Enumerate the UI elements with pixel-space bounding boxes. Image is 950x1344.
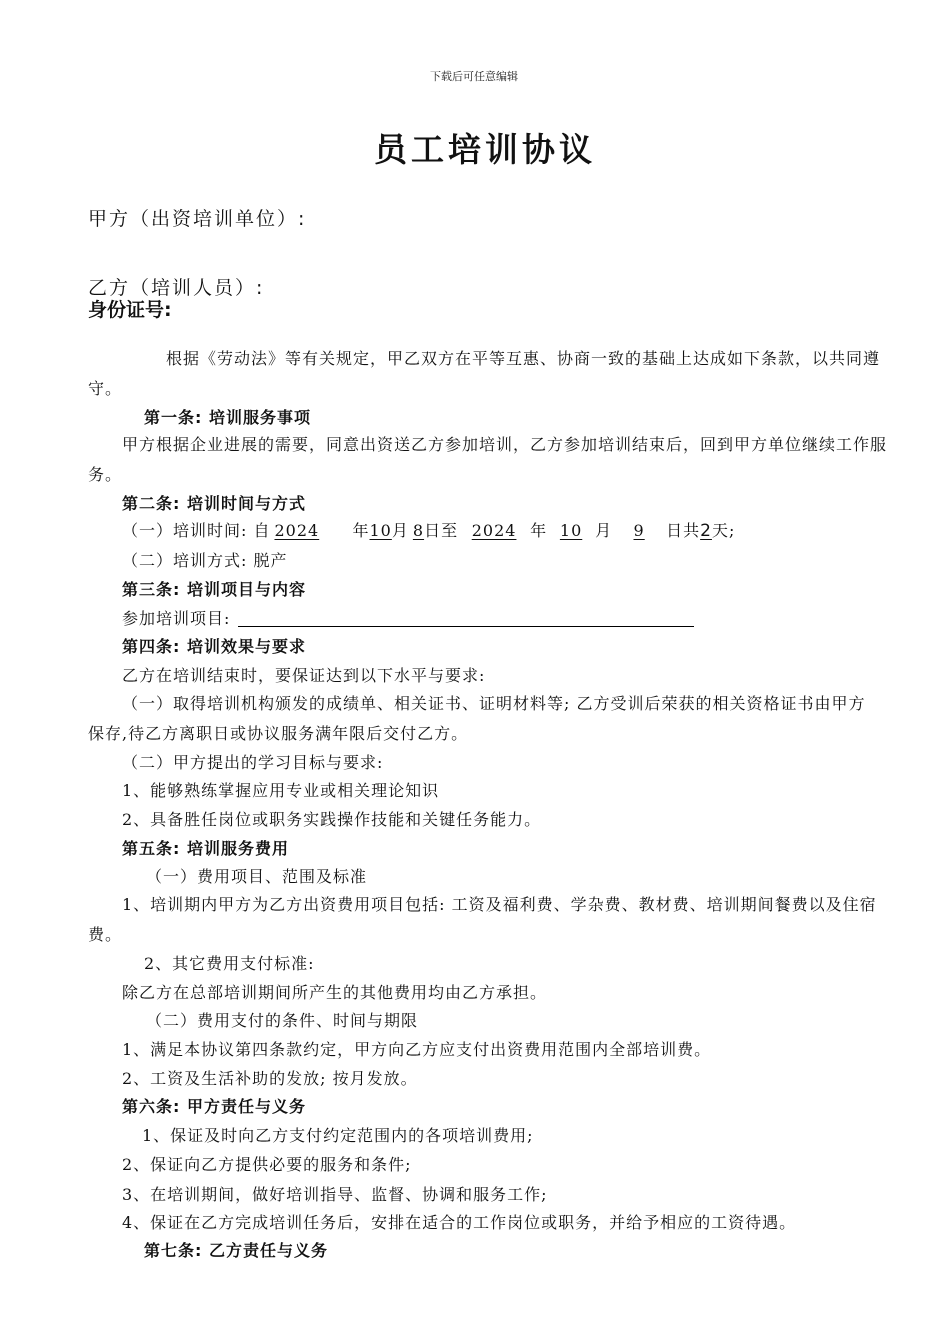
- article-5-p2-paragraph: [88, 890, 878, 950]
- article-1-paragraph: [88, 430, 888, 490]
- preamble-text: 根据《劳动法》等有关规定，甲乙双方在平等互惠、协商一致的基础上达成如下条款，以共同遵守。: [88, 349, 881, 398]
- article-4-item-1-paragraph: [88, 689, 878, 749]
- training-project-line: [122, 604, 694, 633]
- preamble-paragraph: [88, 344, 888, 404]
- party-b-label: 乙方（培训人员）:: [88, 277, 265, 299]
- end-day-field: 9: [633, 521, 645, 540]
- article-2-heading: 第二条: 培训时间与方式: [122, 494, 306, 513]
- document-title: 员工培训协议: [374, 130, 596, 169]
- party-a-label: 甲方（出资培训单位）:: [88, 208, 307, 230]
- article-5-p1: （一）费用项目、范围及标准: [146, 867, 368, 886]
- id-number-label: 身份证号:: [88, 299, 172, 321]
- article-5-heading: 第五条: 培训服务费用: [122, 839, 289, 858]
- article-5-p3: 2、其它费用支付标准:: [144, 954, 315, 973]
- article-4-sub-2: 2、具备胜任岗位或职务实践操作技能和关键任务能力。: [122, 810, 542, 829]
- start-day-field: 8: [412, 521, 425, 540]
- training-project-blank: [238, 625, 694, 627]
- article-5-p4: 除乙方在总部培训期间所产生的其他费用均由乙方承担。: [122, 983, 548, 1002]
- training-time-label: （一）培训时间: 自: [122, 521, 271, 540]
- article-6-p1: 1、保证及时向乙方支付约定范围内的各项培训费用;: [142, 1126, 534, 1145]
- article-4-item-2: （二）甲方提出的学习目标与要求:: [122, 753, 384, 772]
- article-4-item-1: （一）取得培训机构颁发的成绩单、相关证书、证明材料等; 乙方受训后荣获的相关资格证书由甲方保存,待乙方离职日或协议服务满年限后交付乙方。: [88, 694, 866, 743]
- end-day-unit: 日共: [666, 521, 701, 540]
- start-year-unit: 年: [352, 521, 370, 540]
- start-year-field: 2024: [274, 521, 320, 540]
- article-3-heading: 第三条: 培训项目与内容: [122, 580, 306, 599]
- end-year-field: 2024: [471, 521, 517, 540]
- start-month-field: 10: [369, 521, 392, 540]
- article-5-p6: 1、满足本协议第四条款约定，甲方向乙方应支付出资费用范围内全部培训费。: [122, 1040, 712, 1059]
- article-4-sub-1: 1、能够熟练掌握应用专业或相关理论知识: [122, 781, 440, 800]
- start-month-unit: 月: [391, 521, 409, 540]
- article-1-text: 甲方根据企业进展的需要，同意出资送乙方参加培训，乙方参加培训结束后，回到甲方单位继续工作服务。: [88, 435, 888, 484]
- training-time-line: [122, 516, 735, 546]
- article-5-p5: （二）费用支付的条件、时间与期限: [146, 1011, 419, 1030]
- article-5-p7: 2、工资及生活补助的发放; 按月发放。: [122, 1069, 418, 1088]
- article-6-p4: 4、保证在乙方完成培训任务后，安排在适合的工作岗位或职务，并给予相应的工资待遇。: [122, 1213, 797, 1232]
- article-4-heading: 第四条: 培训效果与要求: [122, 637, 306, 656]
- end-year-unit: 年: [530, 521, 548, 540]
- total-days-unit: 天;: [711, 521, 736, 540]
- training-project-label: 参加培训项目:: [122, 609, 231, 628]
- start-day-unit: 日至: [424, 521, 459, 540]
- article-5-p2: 1、培训期内甲方为乙方出资费用项目包括: 工资及福利费、学杂费、教材费、培训期间餐费以及住宿费。: [88, 895, 877, 944]
- training-mode-line: （二）培训方式: 脱产: [122, 551, 288, 570]
- article-6-p2: 2、保证向乙方提供必要的服务和条件;: [122, 1155, 412, 1174]
- article-4-intro: 乙方在培训结束时，要保证达到以下水平与要求:: [122, 666, 486, 685]
- end-month-field: 10: [559, 521, 583, 540]
- article-6-p3: 3、在培训期间，做好培训指导、监督、协调和服务工作;: [122, 1185, 548, 1204]
- total-days-field: 2: [700, 521, 712, 541]
- article-1-heading: 第一条: 培训服务事项: [144, 408, 311, 427]
- end-month-unit: 月: [595, 521, 613, 540]
- article-7-heading: 第七条: 乙方责任与义务: [144, 1241, 328, 1260]
- watermark-text: 下载后可任意编辑: [430, 70, 518, 83]
- article-6-heading: 第六条: 甲方责任与义务: [122, 1097, 306, 1116]
